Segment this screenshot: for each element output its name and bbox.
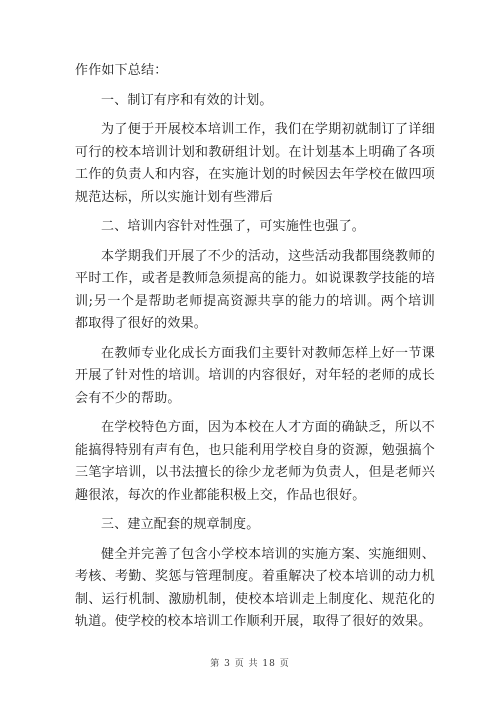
section-heading-3: 三、建立配套的规章制度。	[101, 517, 260, 532]
page-footer: 第 3 页 共 18 页	[210, 659, 290, 669]
paragraph-professional-growth: 在教师专业化成长方面我们主要针对教师怎样上好一节课开展了针对性的培训。培训的内容很好，对年轻的老师的成长会有不少的帮助。	[75, 345, 435, 406]
section-heading-2: 二、培训内容针对性强了，可实施性也强了。	[101, 219, 366, 234]
document-body	[75, 60, 435, 634]
section-heading-1: 一、制订有序和有效的计划。	[101, 92, 273, 108]
intro-line: 作作如下总结：	[75, 63, 168, 78]
paragraph-school-features: 在学校特色方面，因为本校在人才方面的确缺乏，所以不能搞得特别有声有色，也只能利用学校自身的资源，勉强搞个三笔字培训，以书法擅长的徐少龙老师为负责人，但是老师兴趣很浓，每次的作业都能积极上交，作品也很好。	[75, 420, 435, 503]
paragraph-plan: 为了便于开展校本培训工作，我们在学期初就制订了详细可行的校本培训计划和教研组计划。在计划基本上明确了各项工作的负责人和内容，在实施计划的时候因去年学校在做四项规范达标，所以实施计划有些滞后	[75, 122, 435, 205]
paragraph-regulations: 健全并完善了包含小学校本培训的实施方案、实施细则、考核、考勤、奖惩与管理制度。着重解决了校本培训的动力机制、运行机制、激励机制，使校本培训走上制度化、规范化的轨道。使学校的校本培训工作顺利开展，取得了很好的效果。	[75, 546, 435, 629]
paragraph-activities: 本学期我们开展了不少的活动，这些活动我都围绕教师的平时工作，或者是教师急须提高的能力。如说课教学技能的培训;另一个是帮助老师提高资源共享的能力的培训。两个培训都取得了很好的效果。	[75, 248, 435, 331]
